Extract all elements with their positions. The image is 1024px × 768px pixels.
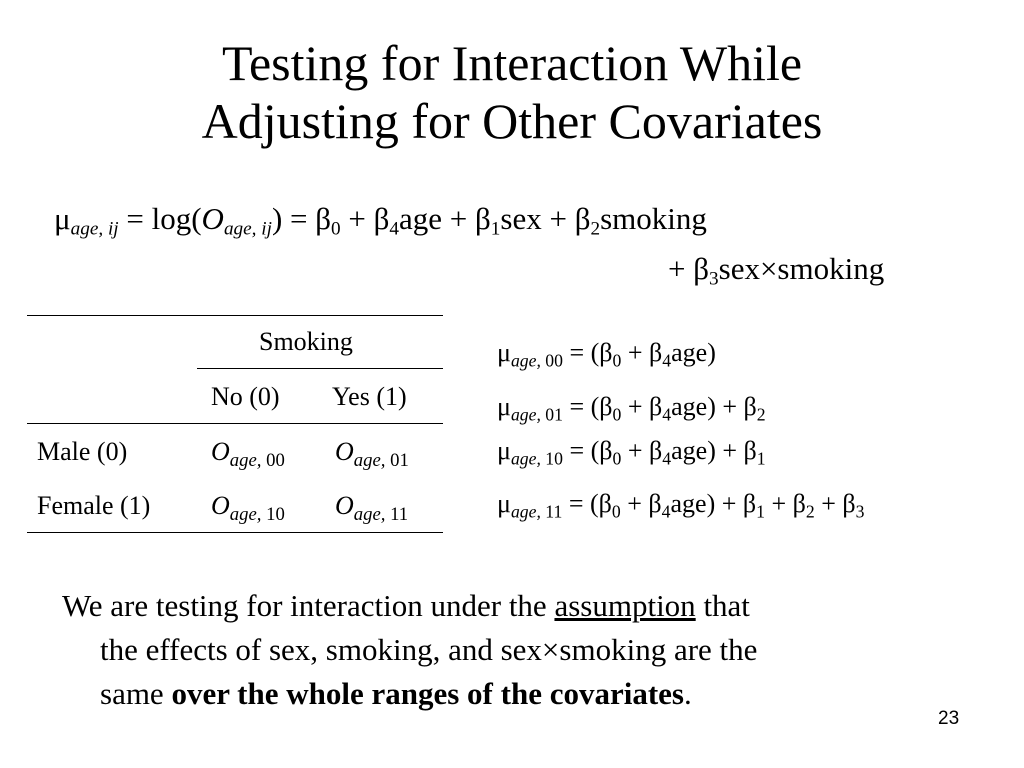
table-group-rule	[197, 368, 443, 369]
table-top-rule	[27, 315, 443, 316]
subscript-code: 11	[385, 503, 409, 525]
row-label-male: Male (0)	[37, 437, 128, 466]
paragraph-line-3	[62, 672, 962, 716]
page-number: 23	[938, 708, 960, 729]
beta-subscript: 4	[662, 448, 672, 469]
eq-text: age)	[671, 338, 716, 367]
subscript-age: age,	[229, 449, 262, 471]
header-yes: Yes (1)	[332, 382, 407, 411]
eq-text: + β	[621, 436, 663, 465]
cell-equation-10	[497, 434, 766, 468]
subscript-age: age,	[510, 350, 541, 371]
subscript-code: 10	[540, 448, 563, 469]
paragraph-line-1	[62, 584, 962, 628]
eq-text: + β	[621, 338, 663, 367]
mu-symbol: μ	[497, 489, 511, 518]
subscript-age: age,	[229, 503, 262, 525]
eq-text: sex + β	[500, 201, 591, 236]
cell-subscript	[230, 504, 285, 525]
subscript-age: age,	[353, 449, 386, 471]
mu-symbol: μ	[497, 392, 511, 421]
table-header-rule	[27, 423, 443, 424]
mu-subscript	[511, 502, 562, 522]
header-no: No (0)	[211, 382, 280, 411]
beta-subscript: 0	[611, 501, 621, 522]
eq-text: = (β	[562, 392, 613, 421]
eq-text: + β	[668, 251, 710, 286]
beta-subscript: 3	[855, 501, 865, 522]
subscript-code: 01	[540, 404, 563, 425]
odds-subscript: age, ij	[223, 218, 272, 240]
cell-odds-10	[211, 491, 285, 525]
cell-subscript	[354, 504, 408, 525]
subscript-age: age,	[510, 501, 541, 522]
mu-subscript	[511, 449, 563, 469]
eq-text: age) + β	[671, 436, 757, 465]
title-line-2: Adjusting for Other Covariates	[201, 93, 823, 149]
cell-equation-01	[497, 390, 766, 424]
beta-subscript: 0	[331, 218, 341, 240]
beta-subscript: 4	[661, 501, 671, 522]
odds-symbol: O	[335, 491, 354, 520]
odds-symbol: O	[211, 491, 230, 520]
header-smoking: Smoking	[259, 327, 353, 356]
beta-subscript: 1	[756, 448, 766, 469]
paragraph-text: .	[683, 676, 692, 711]
eq-text: smoking	[600, 201, 707, 236]
mu-subscript	[511, 351, 563, 371]
odds-symbol: O	[335, 437, 354, 466]
beta-subscript: 0	[612, 350, 622, 371]
subscript-age: age,	[510, 448, 541, 469]
paragraph-text: that	[695, 588, 750, 623]
beta-subscript: 2	[590, 218, 601, 240]
assumption-word: assumption	[554, 588, 696, 623]
subscript-code: 00	[540, 350, 563, 371]
table-bottom-rule	[27, 532, 443, 533]
eq-text: ) = β	[271, 201, 332, 236]
cell-odds-11	[335, 491, 409, 525]
subscript-code: 01	[385, 449, 409, 471]
beta-subscript: 4	[389, 218, 400, 240]
model-equation-line-2	[668, 250, 884, 288]
assumption-paragraph	[62, 584, 962, 716]
beta-subscript: 2	[756, 404, 766, 425]
beta-subscript: 1	[756, 501, 765, 522]
odds-symbol: O	[201, 201, 224, 236]
eq-text: = (β	[562, 338, 613, 367]
eq-text: age + β	[399, 201, 491, 236]
mu-symbol: μ	[54, 201, 71, 236]
row-label-female: Female (1)	[37, 491, 151, 520]
slide-title	[0, 34, 1024, 150]
subscript-code: 11	[540, 501, 563, 522]
odds-table	[27, 315, 443, 533]
beta-subscript: 0	[612, 448, 622, 469]
subscript-age: age,	[353, 503, 386, 525]
eq-text: age) + β	[671, 392, 757, 421]
eq-text: sex×smoking	[718, 251, 885, 286]
cell-subscript	[230, 450, 285, 471]
beta-subscript: 4	[662, 350, 672, 371]
eq-text: age) + β	[670, 489, 757, 518]
cell-subscript	[354, 450, 409, 471]
beta-subscript: 0	[612, 404, 622, 425]
eq-text: + β	[340, 201, 390, 236]
beta-subscript: 1	[490, 218, 501, 240]
eq-text: + β	[764, 489, 806, 518]
mu-subscript	[511, 405, 563, 425]
mu-subscript: age, ij	[70, 218, 119, 240]
beta-subscript: 3	[709, 268, 719, 290]
cell-equation-11	[497, 487, 864, 521]
mu-symbol: μ	[497, 338, 511, 367]
cell-odds-01	[335, 437, 409, 471]
eq-text: = (β	[562, 489, 612, 518]
beta-subscript: 2	[805, 501, 815, 522]
subscript-age: age,	[510, 404, 541, 425]
model-equation-line-1	[54, 200, 707, 238]
eq-text: + β	[621, 392, 663, 421]
eq-text: + β	[814, 489, 856, 518]
subscript-code: 00	[261, 449, 285, 471]
paragraph-text: We are testing for interaction under the	[62, 588, 555, 623]
paragraph-line-2: the effects of sex, smoking, and sex×smoking are the	[100, 632, 758, 667]
eq-text: = log(	[118, 201, 202, 236]
subscript-code: 10	[261, 503, 285, 525]
title-line-1: Testing for Interaction While	[221, 35, 803, 91]
emphasis-text: over the whole ranges of the covariates	[171, 676, 684, 711]
eq-text: + β	[620, 489, 662, 518]
beta-subscript: 4	[662, 404, 672, 425]
mu-symbol: μ	[497, 436, 511, 465]
cell-odds-00	[211, 437, 285, 471]
eq-text: = (β	[562, 436, 613, 465]
cell-equation-00	[497, 336, 716, 370]
paragraph-text: same	[100, 676, 172, 711]
odds-symbol: O	[211, 437, 230, 466]
